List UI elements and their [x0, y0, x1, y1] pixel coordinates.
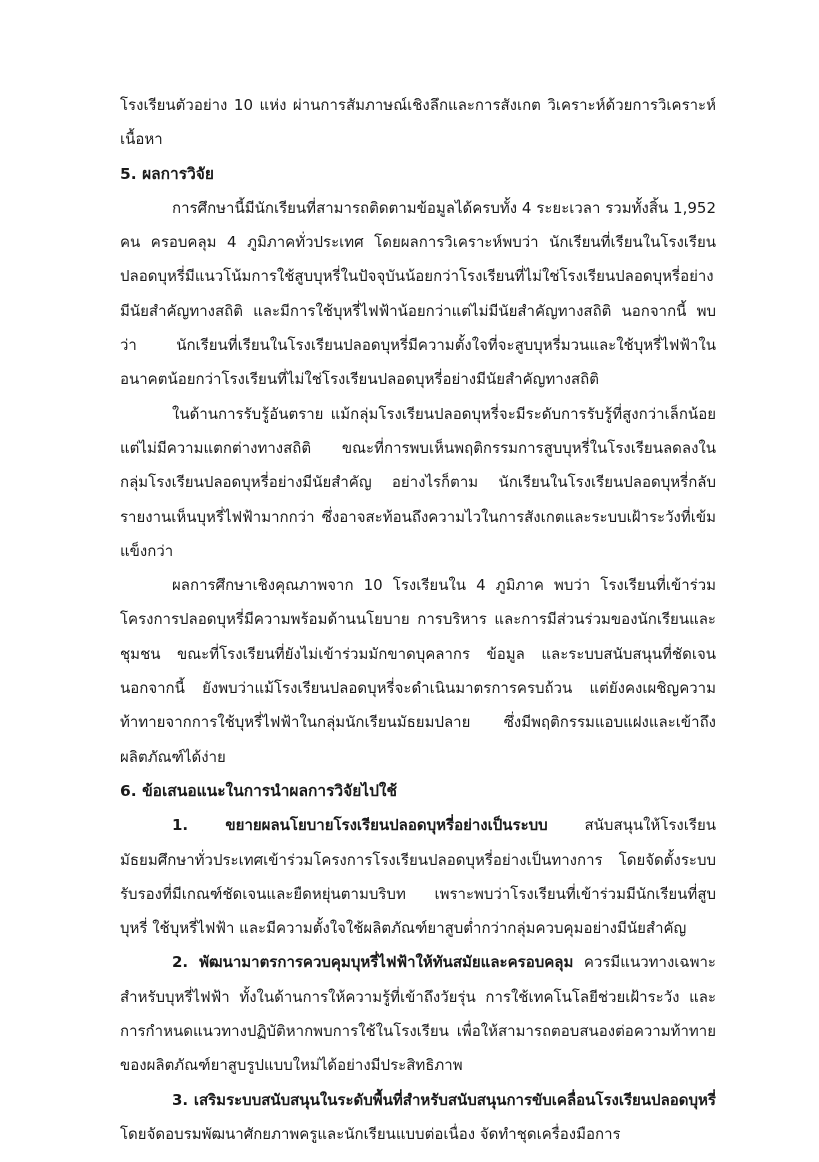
section-5-heading: 5. ผลการวิจัย: [120, 164, 214, 183]
recommendation-item-3: [120, 1083, 716, 1152]
recommendation-1-title: 1. ขยายผลนโยบายโรงเรียนปลอดบุหรี่อย่างเป็นระบบ: [172, 816, 548, 835]
results-paragraph-3: ผลการศึกษาเชิงคุณภาพจาก 10 โรงเรียนใน 4 ภูมิภาค พบว่า โรงเรียนที่เข้าร่วมโครงการปลอดบุหรี่มีความพร้อมด้านนโยบาย การบริหาร และการมีส่วนร่วมของนักเรียนและชุมชน ขณะที่โรงเรียนที่ยังไม่เข้าร่วมมักขาดบุคลากร ข้อมูล และระบบสนับสนุนที่ชัดเจน นอกจากนี้ ยังพบว่าแม้โรงเรียนปลอดบุหรี่จะดำเนินมาตรการครบถ้วน แต่ยังคงเผชิญความท้าทายจากการใช้บุหรี่ไฟฟ้าในกลุ่มนักเรียนมัธยมปลาย ซึ่งมีพฤติกรรมแอบแฝงและเข้าถึงผลิตภัณฑ์ได้ง่าย: [120, 576, 716, 766]
recommendation-2-title: 2. พัฒนามาตรการควบคุมบุหรี่ไฟฟ้าให้ทันสมัยและครอบคลุม: [172, 953, 574, 972]
recommendation-1-body: สนับสนุนให้โรงเรียนมัธยมศึกษาทั่วประเทศเข้าร่วมโครงการโรงเรียนปลอดบุหรี่อย่างเป็นทางการ โดยจัดตั้งระบบรับรองที่มีเกณฑ์ชัดเจนและยืดหยุ่นตามบริบท เพราะพบว่าโรงเรียนที่เข้าร่วมมีนักเรียนที่สูบบุหรี่ ใช้บุหรี่ไฟฟ้า และมีความตั้งใจใช้ผลิตภัณฑ์ยาสูบต่ำกว่ากลุ่มควบคุมอย่างมีนัยสำคัญ: [120, 816, 716, 938]
document-page: [120, 88, 716, 1143]
recommendation-item-2: [120, 945, 716, 1082]
recommendation-3-body: โดยจัดอบรมพัฒนาศักยภาพครูและนักเรียนแบบต่อเนื่อง จัดทำชุดเครื่องมือการ: [120, 1124, 621, 1143]
recommendation-item-1: [120, 808, 716, 945]
intro-paragraph: โรงเรียนตัวอย่าง 10 แห่ง ผ่านการสัมภาษณ์เชิงลึกและการสังเกต วิเคราะห์ด้วยการวิเคราะห์เนื้อหา: [120, 96, 716, 149]
section-6-heading: 6. ข้อเสนอแนะในการนำผลการวิจัยไปใช้: [120, 781, 398, 800]
recommendation-2-body: ควรมีแนวทางเฉพาะสำหรับบุหรี่ไฟฟ้า ทั้งในด้านการให้ความรู้ที่เข้าถึงวัยรุ่น การใช้เทคโนโลยีช่วยเฝ้าระวัง และการกำหนดแนวทางปฏิบัติหากพบการใช้ในโรงเรียน เพื่อให้สามารถตอบสนองต่อความท้าทายของผลิตภัณฑ์ยาสูบรูปแบบใหม่ได้อย่างมีประสิทธิภาพ: [120, 953, 716, 1075]
results-paragraph-2: ในด้านการรับรู้อันตราย แม้กลุ่มโรงเรียนปลอดบุหรี่จะมีระดับการรับรู้ที่สูงกว่าเล็กน้อย แต่ไม่มีความแตกต่างทางสถิติ ขณะที่การพบเห็นพฤติกรรมการสูบบุหรี่ในโรงเรียนลดลงในกลุ่มโรงเรียนปลอดบุหรี่อย่างมีนัยสำคัญ อย่างไรก็ตาม นักเรียนในโรงเรียนปลอดบุหรี่กลับรายงานเห็นบุหรี่ไฟฟ้ามากกว่า ซึ่งอาจสะท้อนถึงความไวในการสังเกตและระบบเฝ้าระวังที่เข้มแข็งกว่า: [120, 404, 716, 560]
recommendation-3-title: 3. เสริมระบบสนับสนุนในระดับพื้นที่สำหรับสนับสนุนการขับเคลื่อนโรงเรียนปลอดบุหรี่: [172, 1090, 716, 1109]
results-paragraph-1: การศึกษานี้มีนักเรียนที่สามารถติดตามข้อมูลได้ครบทั้ง 4 ระยะเวลา รวมทั้งสิ้น 1,952 คน ครอบคลุม 4 ภูมิภาคทั่วประเทศ โดยผลการวิเคราะห์พบว่า นักเรียนที่เรียนในโรงเรียนปลอดบุหรี่มีแนวโน้มการใช้สูบบุหรี่ในปัจจุบันน้อยกว่าโรงเรียนที่ไม่ใช่โรงเรียนปลอดบุหรี่อย่างมีนัยสำคัญทางสถิติ และมีการใช้บุหรี่ไฟฟ้าน้อยกว่าแต่ไม่มีนัยสำคัญทางสถิติ นอกจากนี้ พบว่า นักเรียนที่เรียนในโรงเรียนปลอดบุหรี่มีความตั้งใจที่จะสูบบุหรี่มวนและใช้บุหรี่ไฟฟ้าในอนาคตน้อยกว่าโรงเรียนที่ไม่ใช่โรงเรียนปลอดบุหรี่อย่างมีนัยสำคัญทางสถิติ: [120, 198, 716, 389]
